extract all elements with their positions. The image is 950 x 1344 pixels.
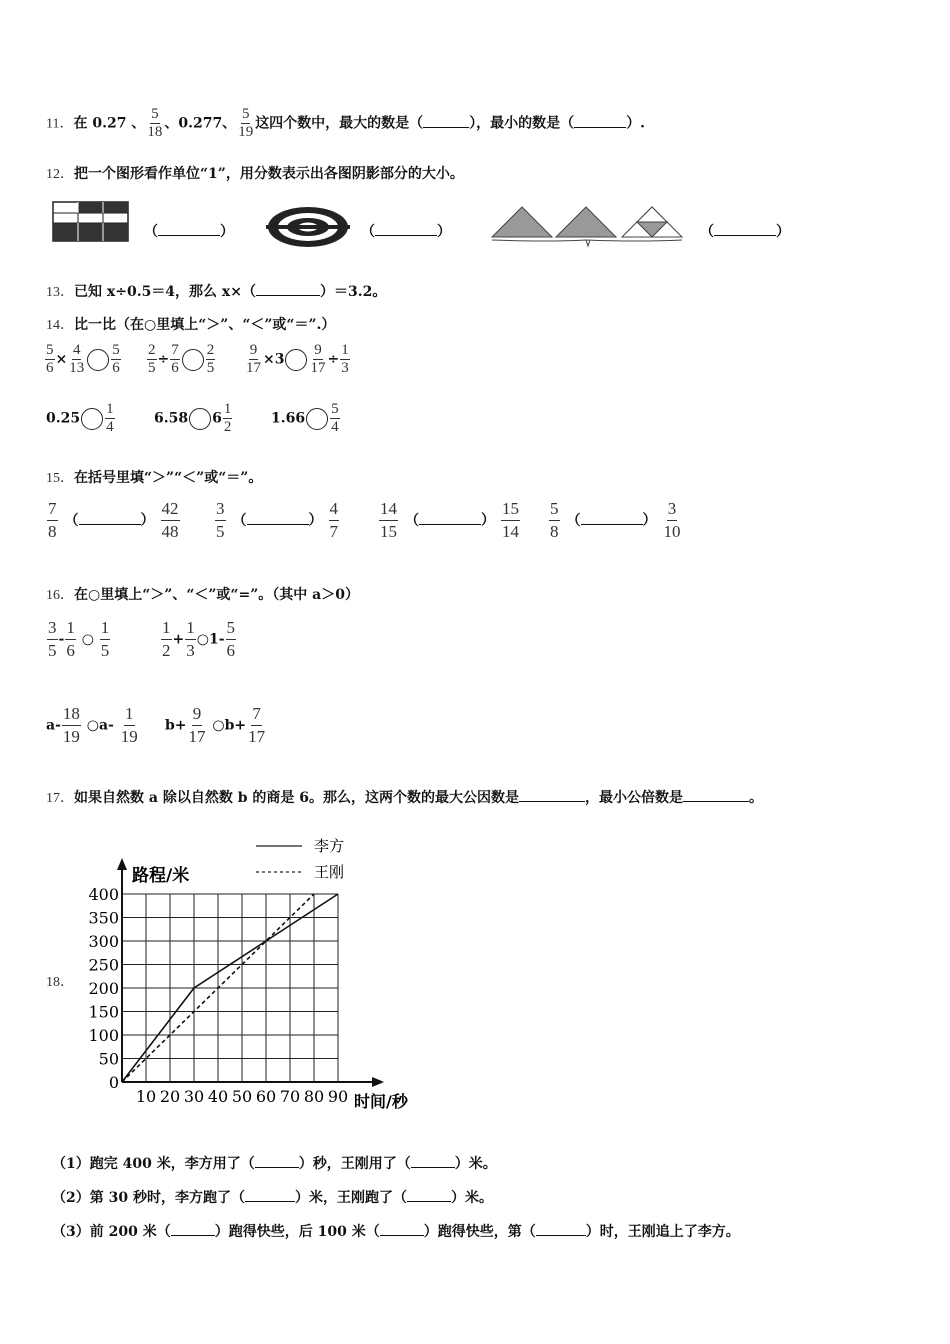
triangles-figure (488, 204, 684, 250)
compare-circle[interactable]: ○ (212, 717, 225, 734)
answer-blank[interactable] (574, 127, 626, 128)
chart-grid (122, 894, 338, 1082)
legend-label-1: 李方 (314, 837, 345, 855)
y-axis-arrow (117, 858, 127, 870)
x-tick-label: 80 (303, 1087, 325, 1106)
y-tick-label: 100 (88, 1026, 119, 1045)
compare-circle[interactable] (81, 408, 103, 430)
distance-time-chart (88, 828, 442, 1118)
compare-14a: $\frac{5}{6}$ × $\frac{4}{13}$ $\frac{5}{6}$ (46, 342, 120, 376)
y-tick-label: 300 (88, 932, 119, 951)
answer-blank[interactable] (255, 1167, 299, 1168)
compare-circle[interactable] (285, 349, 307, 371)
x-tick-label: 50 (231, 1087, 253, 1106)
answer-blank[interactable] (245, 1201, 295, 1202)
compare-circle[interactable] (306, 408, 328, 430)
answer-blank[interactable] (79, 524, 141, 525)
answer-blank[interactable] (536, 1235, 586, 1236)
compare-16b: $\frac{1}{2}$ + $\frac{1}{3}$ ○1- $\frac{5}{6}$ (162, 618, 236, 660)
answer-blank[interactable] (171, 1235, 215, 1236)
compare-circle[interactable]: ○ (81, 631, 94, 648)
answer-blank[interactable] (375, 235, 437, 236)
y-tick-label: 250 (88, 955, 119, 975)
shaded-rectangle-figure (52, 201, 130, 243)
compare-16a: $\frac{3}{5}$ - $\frac{1}{6}$ ○ $\frac{1}{5}$ (48, 618, 110, 660)
question-12: 12．把一个图形看作单位“1”，用分数表示出各图阴影部分的大小。 (46, 166, 464, 182)
x-axis-label: 时间/秒 (354, 1092, 408, 1111)
x-tick-label: 30 (183, 1087, 205, 1106)
legend-label-2: 王刚 (314, 863, 345, 881)
compare-14e: 6.58 6 $\frac{1}{2}$ (154, 401, 232, 435)
compare-15d: $\frac{5}{8}$ （ ） $\frac{3}{10}$ (550, 499, 681, 541)
answer-blank[interactable] (158, 235, 220, 236)
q18-sub1: （1）跑完 400 米，李方用了（ ）秒，王刚用了（ ）米。 (52, 1156, 497, 1172)
y-tick-label: 350 (88, 908, 119, 928)
answer-blank[interactable] (411, 1167, 455, 1168)
y-tick-label: 0 (108, 1073, 119, 1092)
answer-blank[interactable] (247, 524, 309, 525)
x-tick-label: 10 (135, 1087, 157, 1106)
answer-blank[interactable] (423, 127, 469, 128)
question-11: 11．在 0.27 、 $\frac{5}{18}$ 、0.277、 $\frac{5}{19}$ 这四个数中，最大的数是（ ），最小的数是（ ）. (46, 106, 646, 140)
answer-blank[interactable] (683, 801, 749, 802)
answer-blank[interactable] (419, 524, 481, 525)
answer-blank[interactable] (380, 1235, 424, 1236)
answer-blank[interactable] (519, 801, 585, 802)
compare-16d: b+ $\frac{9}{17}$ ○b+ $\frac{7}{17}$ (165, 704, 266, 746)
compare-14c: $\frac{9}{17}$ ×3 $\frac{9}{17}$ ÷ $\frac{1}{3}$ (246, 342, 349, 376)
target-ring-figure (266, 205, 350, 249)
x-axis-arrow (372, 1077, 384, 1087)
question-16: 16．在○里填上“＞”、“＜”或“=”。（其中 a＞0） (46, 587, 359, 603)
question-15: 15．在括号里填“＞”“＜”或“＝”。 (46, 470, 263, 486)
compare-circle[interactable] (87, 349, 109, 371)
y-tick-label: 400 (88, 885, 119, 904)
q18-sub2: （2）第 30 秒时，李方跑了（ ）米，王刚跑了（ ）米。 (52, 1190, 493, 1206)
compare-14b: $\frac{2}{5}$ ÷ $\frac{7}{6}$ $\frac{2}{5}$ (148, 342, 215, 376)
question-13: 13．已知 x÷0.5＝4，那么 x×（ ）＝3.2。 (46, 284, 387, 300)
x-tick-label: 40 (207, 1087, 229, 1106)
answer-slot-3: （ ） (700, 224, 790, 240)
y-tick-label: 50 (98, 1049, 119, 1069)
q18-sub3: （3）前 200 米（ ）跑得快些，后 100 米（ ）跑得快些，第（ ）时，王刚追上了李方。 (52, 1224, 740, 1240)
compare-circle[interactable]: ○ (196, 631, 209, 648)
x-tick-label: 60 (255, 1087, 277, 1106)
question-18-number: 18． (46, 975, 74, 990)
y-axis-label: 路程/米 (132, 866, 190, 886)
compare-15b: $\frac{3}{5}$ （ ） $\frac{4}{7}$ (216, 499, 338, 541)
x-tick-label: 20 (159, 1087, 181, 1106)
compare-circle[interactable] (189, 408, 211, 430)
y-tick-label: 200 (88, 979, 119, 998)
answer-blank[interactable] (407, 1201, 451, 1202)
answer-slot-1: （ ） (144, 224, 234, 240)
answer-blank[interactable] (256, 295, 320, 296)
compare-15c: $\frac{14}{15}$ （ ） $\frac{15}{14}$ (380, 499, 519, 541)
compare-14d: 0.25 $\frac{1}{4}$ (46, 401, 114, 435)
question-14: 14．比一比（在○里填上“＞”、“＜”或“＝”.） (46, 317, 336, 333)
fraction: $\frac{5}{19}$ (238, 106, 254, 140)
y-tick-label: 150 (88, 1002, 119, 1022)
answer-blank[interactable] (581, 524, 643, 525)
answer-slot-2: （ ） (361, 224, 451, 240)
compare-circle[interactable] (182, 349, 204, 371)
compare-16c: a- $\frac{18}{19}$ ○a- $\frac{1}{19}$ (46, 704, 138, 746)
answer-blank[interactable] (714, 235, 776, 236)
fraction: $\frac{5}{18}$ (147, 106, 163, 140)
compare-circle[interactable]: ○ (86, 717, 99, 734)
compare-14g: 1.66 $\frac{5}{4}$ (271, 401, 339, 435)
question-17: 17．如果自然数 a 除以自然数 b 的商是 6。那么，这两个数的最大公因数是 ，最小公倍数是 。 (46, 790, 763, 806)
x-tick-label: 90 (327, 1087, 349, 1106)
x-tick-label: 70 (279, 1087, 301, 1106)
compare-15a: $\frac{7}{8}$ （ ） $\frac{42}{48}$ (48, 499, 179, 541)
